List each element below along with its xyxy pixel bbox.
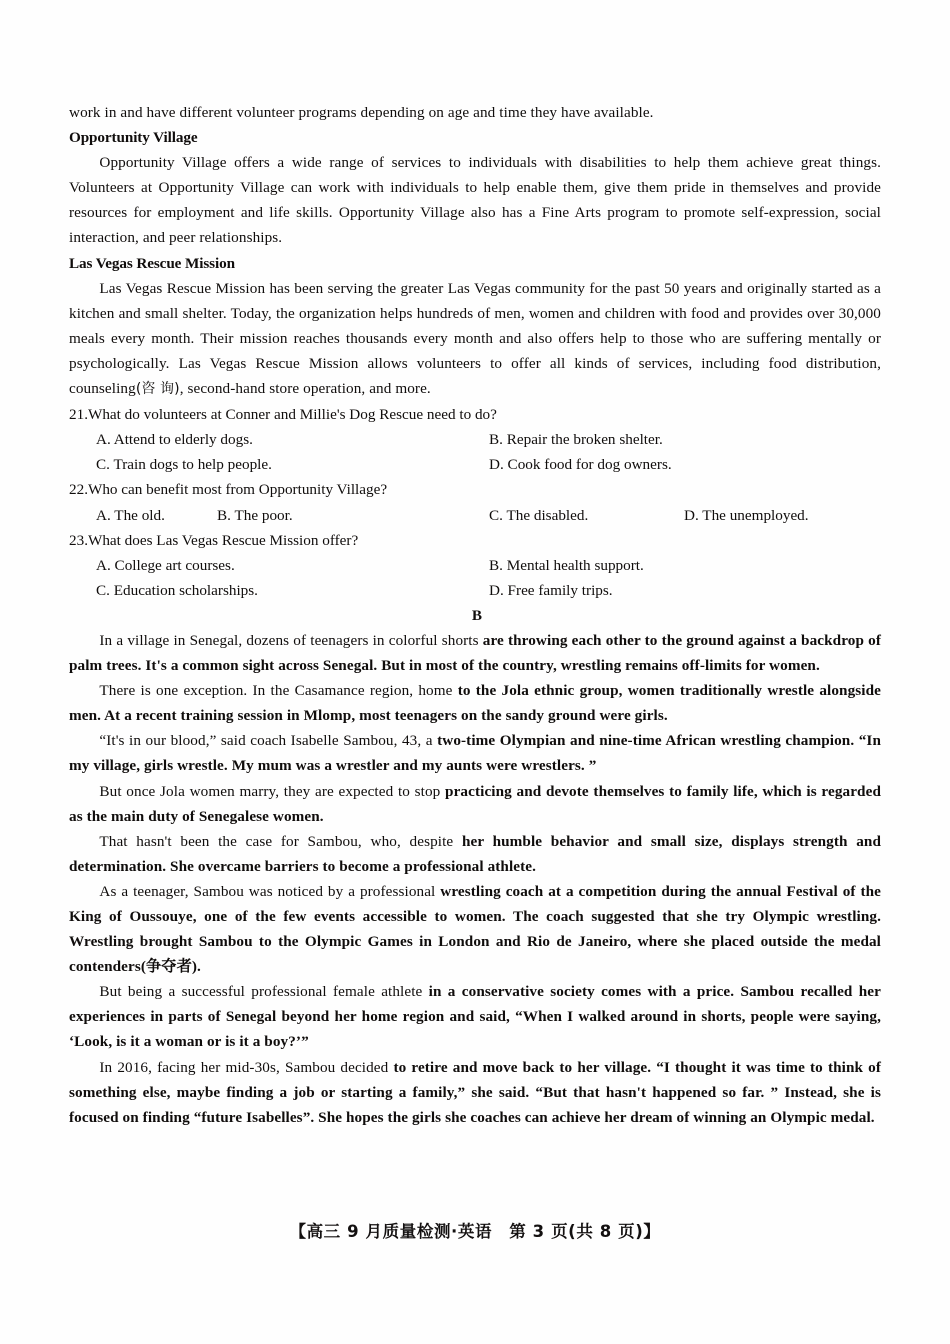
pb4-heavy: practicing and devote themselves to family life, which is regarded as the main duty of Senegalese women. bbox=[69, 782, 881, 825]
pb8-heavy: to retire and move back to her village. “I thought it was time to think of something else, maybe finding a job or starting a family,” she said. “But that hasn't happened so far. ” Instead, she is focused on finding “future Isabelles”. She hopes the girls she coaches can achieve her dream of winning an Olympic medal. bbox=[69, 1058, 881, 1126]
passage-a-continuation-line: work in and have different volunteer programs depending on age and time they have available. bbox=[69, 104, 654, 121]
question-22-option-a[interactable]: A. The old. bbox=[96, 506, 165, 524]
lvrm-body-part1: Las Vegas Rescue Mission has been serving the greater Las Vegas community for the past 50 years and originally started as a kitchen and small shelter. Today, the organization helps hundreds of men, women and children with food and provides over 30,000 meals every month. Their mission reaches thousands every month and also offers help to those who are suffering mentally or psychologically. Las Vegas Rescue Mission allows volunteers to offer all kinds of services, including food distribution, counseling bbox=[69, 279, 881, 398]
question-21-number: 21. bbox=[69, 406, 88, 424]
question-22-stem bbox=[69, 477, 881, 502]
passage-b-letter: B bbox=[471, 606, 483, 624]
passage-b-paragraph-2 bbox=[69, 678, 881, 728]
page-footer: 【高三 9 月质量检测·英语 第 3 页(共 8 页)】 bbox=[289, 1222, 661, 1241]
question-21-option-a[interactable]: A. Attend to elderly dogs. bbox=[96, 431, 253, 449]
question-23-stem bbox=[69, 528, 881, 553]
passage-b-paragraph-8 bbox=[69, 1055, 881, 1130]
question-23-text: What does Las Vegas Rescue Mission offer? bbox=[87, 531, 359, 549]
passage-b-paragraph-7 bbox=[69, 979, 881, 1054]
section-heading-opportunity-village: Opportunity Village bbox=[69, 129, 198, 147]
question-22-options-row-1 bbox=[69, 503, 881, 528]
passage-b-paragraph-3 bbox=[69, 728, 881, 778]
question-23-number: 23. bbox=[69, 531, 88, 549]
pb2-heavy: to the Jola ethnic group, women traditionally wrestle alongside men. At a recent training session in Mlomp, most teenagers on the sandy ground were girls. bbox=[69, 682, 881, 725]
question-21-option-d[interactable]: D. Cook food for dog owners. bbox=[489, 456, 672, 474]
passage-b-paragraph-4 bbox=[69, 779, 881, 829]
pb2-light: There is one exception. In the Casamance region, home bbox=[99, 682, 458, 700]
pb4-light: But once Jola women marry, they are expected to stop bbox=[99, 782, 446, 800]
lvrm-body-part2: , second-hand store operation, and more. bbox=[179, 380, 431, 398]
pb7-light: But being a successful professional female athlete bbox=[99, 983, 429, 1001]
pb8-light: In 2016, facing her mid-30s, Sambou decided bbox=[99, 1058, 394, 1076]
section-heading-las-vegas-rescue-mission: Las Vegas Rescue Mission bbox=[69, 254, 235, 272]
question-23-option-c[interactable]: C. Education scholarships. bbox=[96, 581, 258, 599]
question-23-option-b[interactable]: B. Mental health support. bbox=[489, 556, 644, 574]
pb3-heavy: two-time Olympian and nine-time African wrestling champion. “In my village, girls wrestle. My mum was a wrestler and my aunts were wrestlers. ” bbox=[69, 732, 881, 775]
pb3-light: “It's in our blood,” said coach Isabelle Sambou, 43, a bbox=[99, 732, 438, 750]
question-21-options-row-1 bbox=[69, 427, 881, 452]
question-22-number: 22. bbox=[69, 481, 88, 499]
question-21-stem bbox=[69, 402, 881, 427]
question-22-option-d[interactable]: D. The unemployed. bbox=[684, 506, 809, 524]
question-21-text: What do volunteers at Conner and Millie's Dog Rescue need to do? bbox=[87, 406, 497, 424]
passage-b-paragraph-1 bbox=[69, 628, 881, 678]
question-21-option-c[interactable]: C. Train dogs to help people. bbox=[96, 456, 272, 474]
pb6-light: As a teenager, Sambou was noticed by a professional bbox=[99, 882, 441, 900]
section-body-las-vegas-rescue-mission bbox=[69, 276, 881, 402]
passage-b-paragraph-5 bbox=[69, 829, 881, 879]
gloss-counseling-chinese: (咨 询) bbox=[135, 381, 180, 398]
passage-b-paragraph-6 bbox=[69, 879, 881, 979]
pb1-heavy: are throwing each other to the ground against a backdrop of palm trees. It's a common sight across Senegal. But in most of the country, wrestling remains off-limits for women. bbox=[69, 631, 881, 675]
question-23-option-d[interactable]: D. Free family trips. bbox=[489, 581, 613, 599]
question-22-option-c[interactable]: C. The disabled. bbox=[489, 506, 589, 524]
question-22-option-b[interactable]: B. The poor. bbox=[217, 506, 293, 524]
pb5-heavy: her humble behavior and small size, displays strength and determination. She overcame barriers to become a professional athlete. bbox=[69, 832, 881, 875]
page-content bbox=[69, 100, 881, 1130]
pb6-heavy: wrestling coach at a competition during the annual Festival of the King of Oussouye, one of the few events accessible to women. The coach suggested that she try Olympic wrestling. Wrestling brought Sambou to the Olympic Games in London and Rio de Janeiro, where she placed outside the medal contenders(争夺者). bbox=[69, 882, 882, 976]
question-22-text: Who can benefit most from Opportunity Village? bbox=[87, 481, 388, 499]
pb5-light: That hasn't been the case for Sambou, who, despite bbox=[99, 832, 462, 850]
pb1-light: In a village in Senegal, dozens of teenagers in colorful shorts bbox=[99, 631, 483, 649]
question-23-options-row-1 bbox=[69, 553, 881, 578]
question-21-option-b[interactable]: B. Repair the broken shelter. bbox=[489, 431, 663, 449]
section-body-opportunity-village: Opportunity Village offers a wide range of services to individuals with disabilities to help them achieve great things. Volunteers at Opportunity Village can work with individuals to help enable them, give them pride in themselves and provide resources for employment and life skills. Opportunity Village also has a Fine Arts program to promote self-expression, social interaction, and peer relationships. bbox=[69, 154, 881, 247]
question-23-option-a[interactable]: A. College art courses. bbox=[96, 556, 235, 574]
question-23-options-row-2 bbox=[69, 578, 881, 603]
pb7-heavy: in a conservative society comes with a price. Sambou recalled her experiences in parts of Senegal beyond her home region and said, “When I walked around in shorts, people were saying, ‘Look, is it a woman or is it a boy?’” bbox=[69, 983, 881, 1051]
question-21-options-row-2 bbox=[69, 452, 881, 477]
